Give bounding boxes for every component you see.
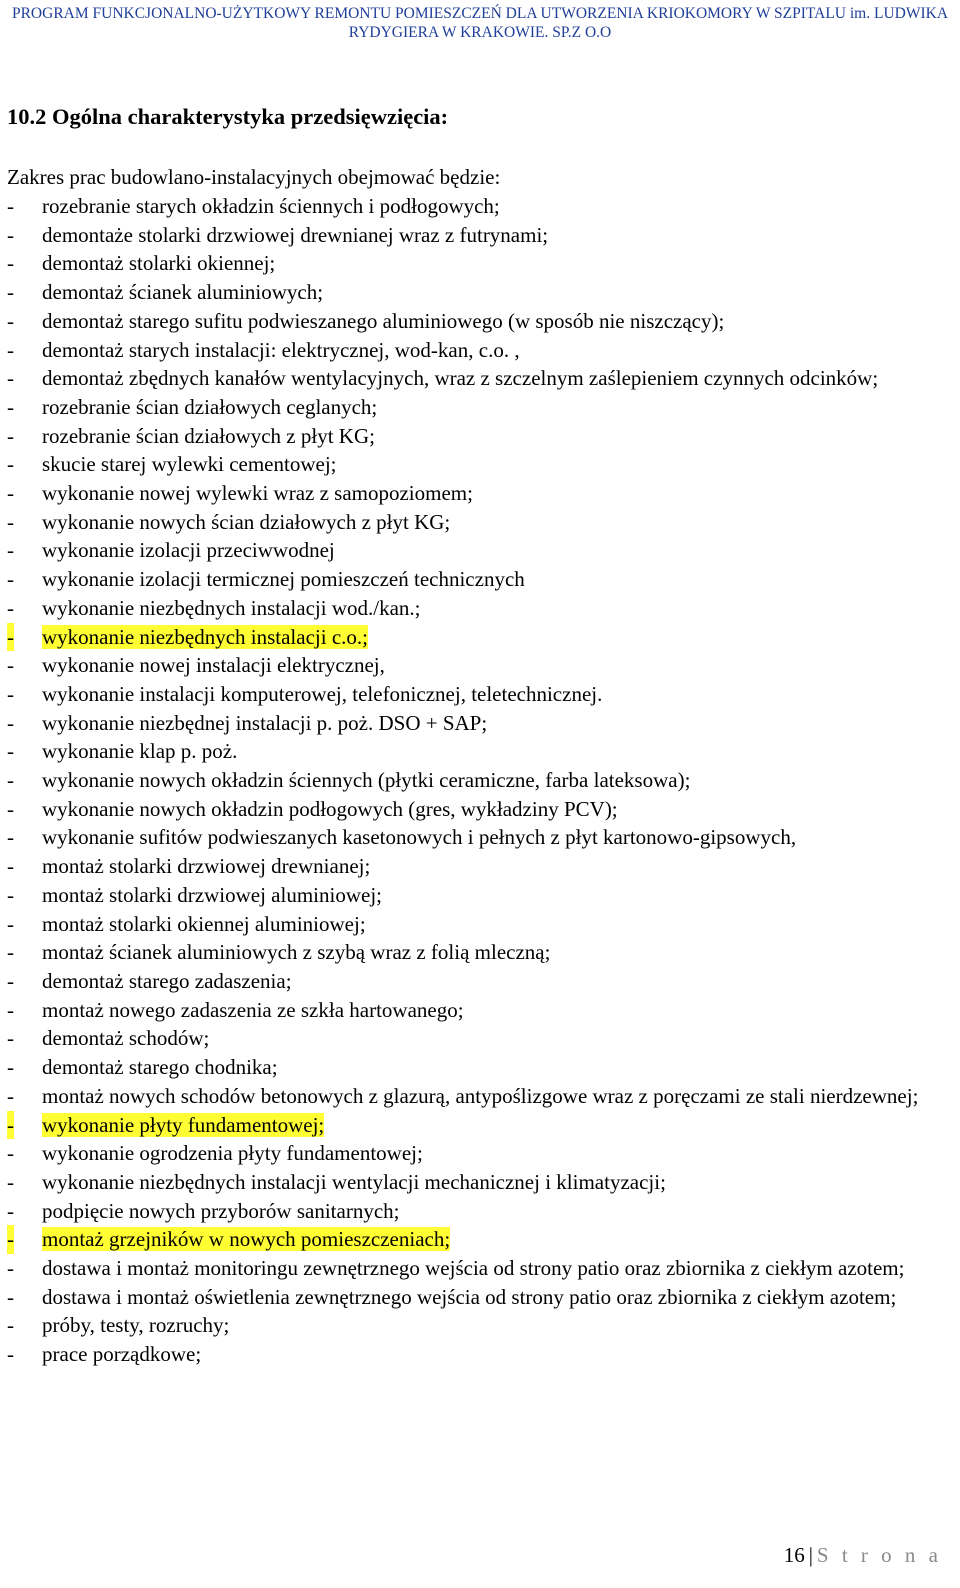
- list-item-text: wykonanie nowej instalacji elektrycznej,: [42, 653, 385, 678]
- list-item-text: wykonanie nowych ścian działowych z płyt KG;: [42, 509, 451, 534]
- list-item: [0, 1139, 960, 1168]
- list-item: [0, 766, 960, 795]
- list-item-text: rozebranie starych okładzin ściennych i podłogowych;: [42, 194, 500, 218]
- list-item-text: demontaż ścianek aluminiowych;: [42, 280, 324, 305]
- bullet-dash: -: [7, 911, 14, 936]
- list-item-text: montaż ścianek aluminiowych z szybą wraz z folią mleczną;: [42, 940, 551, 965]
- list-item-text: wykonanie płyty fundamentowej;: [42, 1112, 325, 1137]
- document-header: PROGRAM FUNKCJONALNO-UŻYTKOWY REMONTU POMIESZCZEŃ DLA UTWORZENIA KRIOKOMORY W SZPITALU im. LUDWIKA RYDYGIERA W KRAKOWIE. SP.Z O.O: [11, 5, 949, 41]
- list-item-text: demontaż starego sufitu podwieszanego aluminiowego (w sposób nie niszczący);: [42, 308, 725, 333]
- list-item-text: prace porządkowe;: [42, 1342, 202, 1367]
- list-item-text: wykonanie niezbędnych instalacji wentylacji mechanicznej i klimatyzacji;: [42, 1169, 666, 1194]
- list-item: [0, 680, 960, 709]
- page-footer: [784, 1541, 942, 1569]
- bullet-dash: -: [7, 394, 14, 419]
- bullet-dash: -: [7, 1026, 14, 1051]
- list-item: [0, 795, 960, 824]
- list-item-highlighted: [0, 623, 960, 652]
- bullet-dash: -: [7, 222, 14, 247]
- bullet-dash: -: [7, 194, 14, 218]
- list-item: [0, 249, 960, 278]
- list-item-text: wykonanie klap p. poż.: [42, 739, 238, 764]
- list-item-highlighted: [0, 1111, 960, 1140]
- list-item: [0, 1254, 960, 1283]
- list-item-text: demontaż starych instalacji: elektrycznej, wod-kan, c.o. ,: [42, 337, 520, 362]
- bullet-dash: -: [7, 280, 14, 305]
- list-item-text: wykonanie nowych okładzin ściennych (płytki ceramiczne, farba lateksowa);: [42, 768, 691, 793]
- list-item-text: demontaż starego zadaszenia;: [42, 968, 292, 993]
- list-item: [0, 450, 960, 479]
- bullet-dash: -: [7, 739, 14, 764]
- bullet-dash: -: [7, 1111, 14, 1140]
- list-item: [0, 565, 960, 594]
- list-item-text: podpięcie nowych przyborów sanitarnych;: [42, 1198, 400, 1223]
- list-item-text: wykonanie niezbędnych instalacji c.o.;: [42, 624, 368, 649]
- list-item: [0, 307, 960, 336]
- bullet-dash: -: [7, 940, 14, 965]
- bullet-dash: -: [7, 968, 14, 993]
- list-item: [0, 192, 960, 221]
- bullet-dash: -: [7, 452, 14, 477]
- bullet-dash: -: [7, 1225, 14, 1254]
- list-item: [0, 594, 960, 623]
- list-item: [0, 1311, 960, 1340]
- list-item-text: montaż stolarki okiennej aluminiowej;: [42, 911, 366, 936]
- bullet-dash: -: [7, 1169, 14, 1194]
- bullet-dash: -: [7, 308, 14, 333]
- bullet-dash: -: [7, 1141, 14, 1166]
- list-item-text: wykonanie izolacji przeciwwodnej: [42, 538, 335, 563]
- list-item-text: dostawa i montaż monitoringu zewnętrznego wejścia od strony patio oraz zbiornika z ciekłym azotem;: [42, 1256, 905, 1281]
- bullet-dash: -: [7, 1055, 14, 1080]
- bullet-dash: -: [7, 653, 14, 678]
- list-item: [0, 967, 960, 996]
- list-item-text: demontaż stolarki okiennej;: [42, 251, 276, 276]
- list-item: [0, 1053, 960, 1082]
- list-item: [0, 278, 960, 307]
- list-item-text: wykonanie ogrodzenia płyty fundamentowej;: [42, 1141, 423, 1166]
- list-item-text: wykonanie niezbędnej instalacji p. poż. DSO + SAP;: [42, 710, 488, 735]
- bullet-dash: -: [7, 509, 14, 534]
- bullet-dash: -: [7, 1083, 14, 1108]
- list-item: [0, 508, 960, 537]
- bullet-dash: -: [7, 681, 14, 706]
- scope-of-work-list: [0, 192, 960, 1369]
- section-intro: Zakres prac budowlano-instalacyjnych obejmować będzie:: [7, 165, 501, 189]
- list-item: [0, 996, 960, 1025]
- list-item: [0, 1283, 960, 1312]
- list-item: [0, 910, 960, 939]
- list-item-text: wykonanie instalacji komputerowej, telefonicznej, teletechnicznej.: [42, 681, 603, 706]
- bullet-dash: -: [7, 882, 14, 907]
- footer-separator: |: [808, 1543, 813, 1567]
- bullet-dash: -: [7, 481, 14, 506]
- list-item: [0, 1197, 960, 1226]
- list-item: [0, 1340, 960, 1369]
- page-number: 16: [783, 1543, 805, 1567]
- list-item-text: demontaż schodów;: [42, 1026, 210, 1051]
- list-item-text: demontaże stolarki drzwiowej drewnianej wraz z futrynami;: [42, 222, 549, 247]
- list-item: [0, 737, 960, 766]
- list-item: [0, 1024, 960, 1053]
- list-item: [0, 393, 960, 422]
- list-item: [0, 221, 960, 250]
- bullet-dash: -: [7, 366, 14, 391]
- list-item-text: montaż stolarki drzwiowej aluminiowej;: [42, 882, 382, 907]
- bullet-dash: -: [7, 768, 14, 793]
- bullet-dash: -: [7, 423, 14, 448]
- bullet-dash: -: [7, 538, 14, 563]
- list-item-text: demontaż starego chodnika;: [42, 1055, 278, 1080]
- list-item: [0, 1168, 960, 1197]
- bullet-dash: -: [7, 1342, 14, 1367]
- list-item: [0, 479, 960, 508]
- list-item-text: demontaż zbędnych kanałów wentylacyjnych, wraz z szczelnym zaślepieniem czynnych odcinków;: [42, 366, 879, 391]
- list-item: [0, 938, 960, 967]
- bullet-dash: -: [7, 1256, 14, 1281]
- list-item: [0, 881, 960, 910]
- bullet-dash: -: [7, 854, 14, 879]
- list-item: [0, 364, 960, 393]
- bullet-dash: -: [7, 595, 14, 620]
- bullet-dash: -: [7, 623, 14, 652]
- section-title: 10.2 Ogólna charakterystyka przedsięwzięcia:: [7, 104, 449, 129]
- bullet-dash: -: [7, 997, 14, 1022]
- bullet-dash: -: [7, 710, 14, 735]
- list-item-text: montaż stolarki drzwiowej drewnianej;: [42, 854, 371, 879]
- list-item: [0, 709, 960, 738]
- list-item-text: rozebranie ścian działowych ceglanych;: [42, 394, 378, 419]
- list-item-text: montaż nowych schodów betonowych z glazurą, antypoślizgowe wraz z poręczami ze stali nierdzewnej;: [42, 1083, 919, 1108]
- bullet-dash: -: [7, 825, 14, 850]
- list-item-text: wykonanie nowych okładzin podłogowych (gres, wykładziny PCV);: [42, 796, 618, 821]
- list-item-text: montaż grzejników w nowych pomieszczeniach;: [42, 1227, 451, 1252]
- list-item: [0, 422, 960, 451]
- list-item-text: skucie starej wylewki cementowej;: [42, 452, 337, 477]
- list-item: [0, 823, 960, 852]
- list-item: [0, 1082, 960, 1111]
- bullet-dash: -: [7, 567, 14, 592]
- page-label: S t r o n a: [816, 1543, 942, 1567]
- list-item: [0, 852, 960, 881]
- list-item-text: wykonanie izolacji termicznej pomieszczeń technicznych: [42, 567, 525, 592]
- list-item-text: wykonanie sufitów podwieszanych kasetonowych i pełnych z płyt kartonowo-gipsowych,: [42, 825, 797, 850]
- bullet-dash: -: [7, 1198, 14, 1223]
- list-item: [0, 651, 960, 680]
- list-item-text: rozebranie ścian działowych z płyt KG;: [42, 423, 375, 448]
- list-item-text: wykonanie niezbędnych instalacji wod./kan.;: [42, 595, 421, 620]
- list-item: [0, 536, 960, 565]
- list-item: [0, 336, 960, 365]
- list-item-text: dostawa i montaż oświetlenia zewnętrznego wejścia od strony patio oraz zbiornika z ciekłym azotem;: [42, 1284, 897, 1309]
- list-item-highlighted: [0, 1225, 960, 1254]
- bullet-dash: -: [7, 1313, 14, 1338]
- bullet-dash: -: [7, 251, 14, 276]
- bullet-dash: -: [7, 796, 14, 821]
- bullet-dash: -: [7, 1284, 14, 1309]
- list-item-text: próby, testy, rozruchy;: [42, 1313, 230, 1338]
- list-item-text: wykonanie nowej wylewki wraz z samopoziomem;: [42, 481, 473, 506]
- list-item-text: montaż nowego zadaszenia ze szkła hartowanego;: [42, 997, 464, 1022]
- bullet-dash: -: [7, 337, 14, 362]
